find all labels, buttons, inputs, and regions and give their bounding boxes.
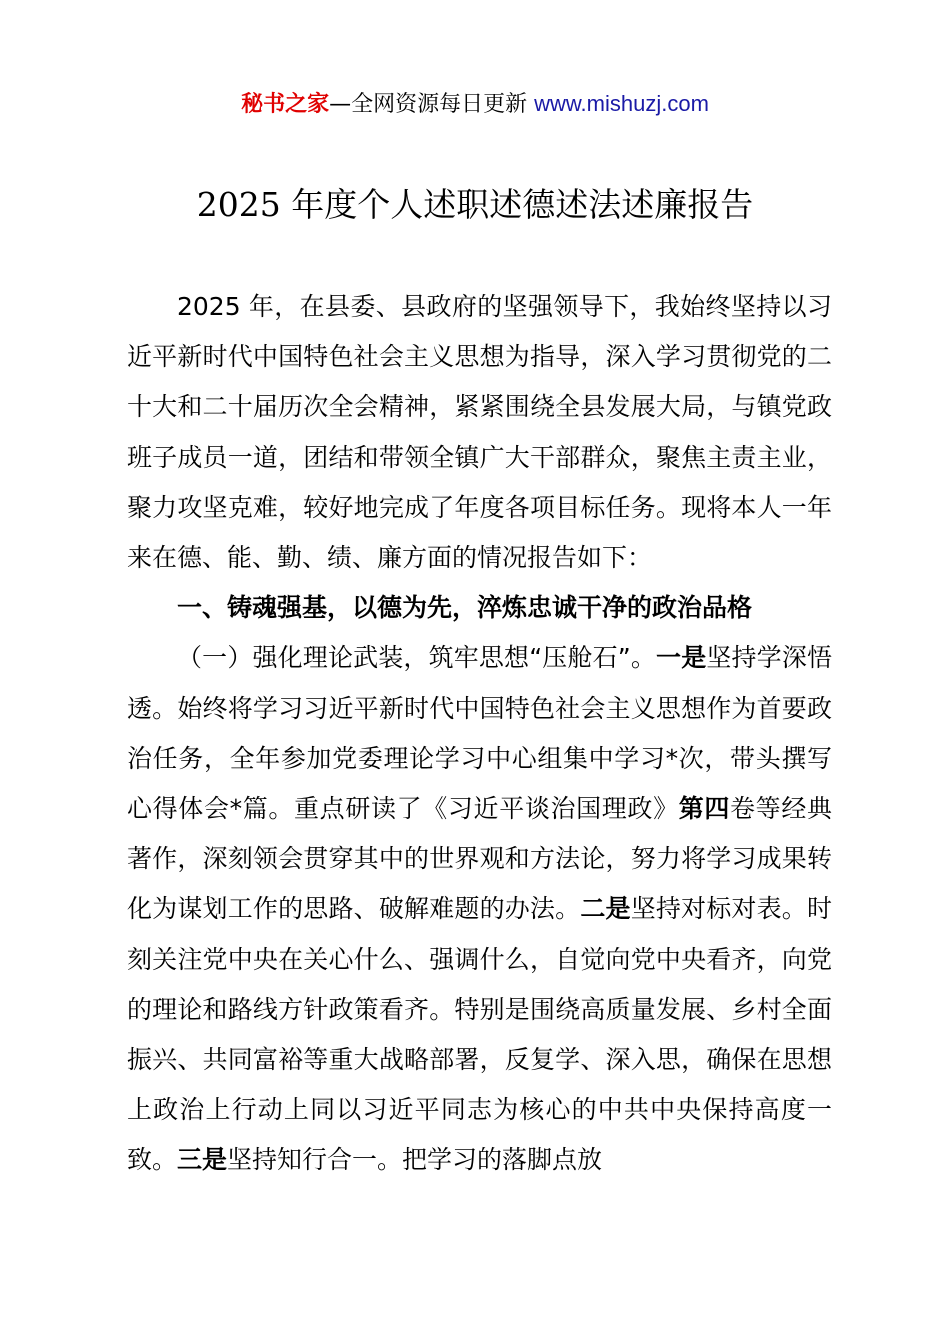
point-marker-3: 三是 — [177, 1145, 228, 1175]
point-text-1b: 卷等经典著作，深刻领会贯穿其中的世界观和方法论，努力将学习成果转化为谋划工作的思路、破解难题的办法。 — [127, 794, 832, 924]
point-marker-2: 二是 — [580, 894, 631, 924]
point-text-1: 坚持学深悟透。始终将学习习近平新时代中国特色社会主义思想作为首要政治任务，全年参加党委理论学习中心组集中学习*次，带头撰写心得体会*篇。重点研读了《习近平谈治国理政》 — [127, 643, 832, 824]
document-body — [127, 282, 832, 1186]
intro-paragraph: 2025 年，在县委、县政府的坚强领导下，我始终坚持以习近平新时代中国特色社会主义思想为指导，深入学习贯彻党的二十大和二十届历次全会精神，紧紧围绕全县发展大局，与镇党政班子成员一道，团结和带领全镇广大干部群众，聚焦主责主业，聚力攻坚克难，较好地完成了年度各项目标任务。现将本人一年来在德、能、勤、绩、廉方面的情况报告如下： — [127, 292, 832, 573]
subsection-paragraph-1 — [127, 633, 832, 1185]
site-banner — [0, 88, 950, 121]
site-url-link[interactable]: www.mishuzj.com — [534, 91, 709, 116]
point-marker-1: 一是 — [656, 643, 707, 673]
site-brand: 秘书之家 — [241, 92, 330, 117]
site-slogan: —全网资源每日更新 — [329, 92, 528, 117]
document-title: 2025 年度个人述职述德述法述廉报告 — [196, 185, 754, 224]
point-text-2: 坚持对标对表。时刻关注党中央在关心什么、强调什么，自觉向党中央看齐，向党的理论和路线方针政策看齐。特别是围绕高质量发展、乡村全面振兴、共同富裕等重大战略部署，反复学、深入思，确保在思想上政治上行动上同以习近平同志为核心的中共中央保持高度一致。 — [127, 894, 832, 1175]
point-text-3: 坚持知行合一。把学习的落脚点放 — [227, 1145, 603, 1175]
subsection-title: （一）强化理论武装，筑牢思想“压舱石”。 — [177, 643, 657, 673]
volume-marker: 第四 — [678, 794, 731, 824]
section-heading-1: 一、铸魂强基，以德为先，淬炼忠诚干净的政治品格 — [177, 593, 753, 623]
